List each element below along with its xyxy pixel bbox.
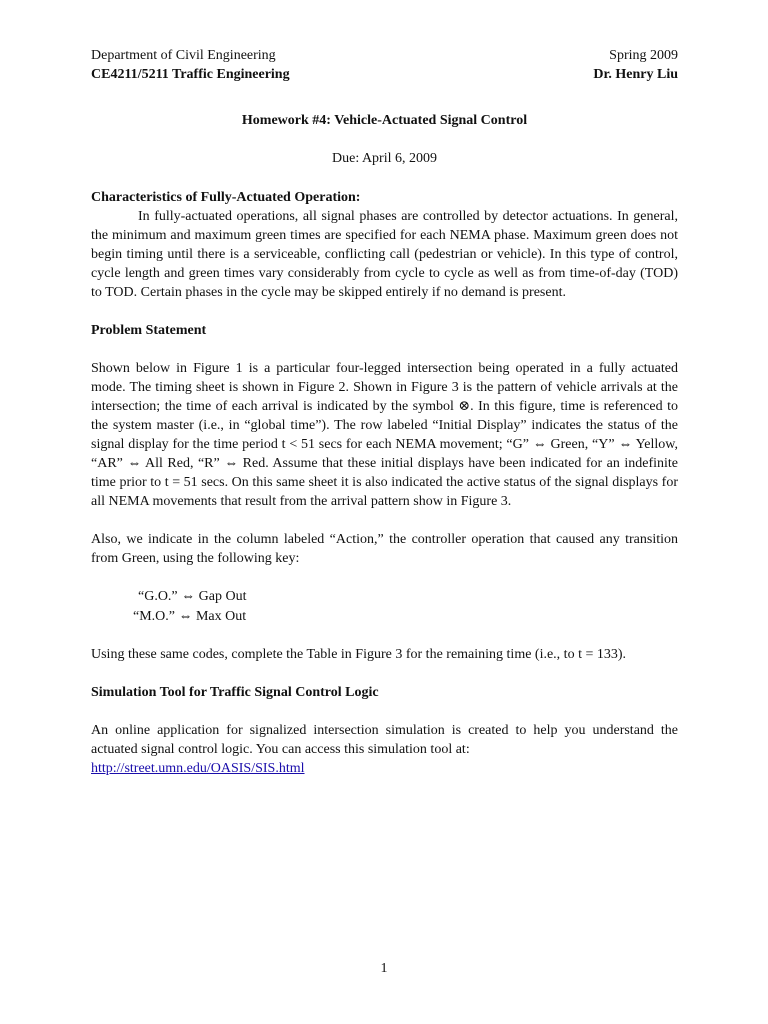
simulation-heading: Simulation Tool for Traffic Signal Control Logic: [91, 685, 379, 700]
characteristics-paragraph: In fully-actuated operations, all signal phases are controlled by detector actuations. In general, the minimum and maximum green times are specified for each NEMA phase. Maximum green does not begin timing until there is a serviceable, conflicting call (pedestrian or vehicle). In this type of control, cycle length and green times vary considerably from cycle to cycle as well as from time-of-day (TOD) to TOD. Certain phases in the cycle may be skipped entirely if no demand is present.: [91, 209, 678, 300]
problem-statement-heading: Problem Statement: [91, 323, 207, 338]
problem-paragraph-1: Shown below in Figure 1 is a particular four-legged intersection being operated in a fully actuated mode. The timing sheet is shown in Figure 2. Shown in Figure 3 is the pattern of vehicle arrivals at the intersection; the time of each arrival is indicated by the symbol ⊗. In this figure, time is referenced to the system master (i.e., in “global time”). The row labeled “Initial Display” indicates the status of the signal display for the time period t < 51 secs for each NEMA movement; “G” ⇔ Green, “Y” ⇔ Yellow, “AR” ⇔ All Red, “R” ⇔ Red. Assume that these initial displays have been indicated for an indefinite time prior to t = 51 secs. On this same sheet it is also indicated the active status of the signal displays for all NEMA movements that result from the arrival pattern show in Figure 3.: [91, 361, 678, 509]
department-label: Department of Civil Engineering: [91, 48, 276, 63]
due-date: Due: April 6, 2009: [332, 151, 437, 166]
header-row-2: [91, 65, 678, 84]
action-key-list: [91, 587, 678, 627]
document-title: Homework #4: Vehicle-Actuated Signal Control: [241, 113, 528, 128]
document-page: [91, 46, 678, 778]
header-row-1: [91, 46, 678, 65]
key-gap-out: “G.O.” ⇔ Gap Out: [138, 589, 247, 604]
problem-paragraph-2: Also, we indicate in the column labeled “Action,” the controller operation that caused any transition from Green, using the following key:: [91, 532, 678, 566]
semester-label: Spring 2009: [609, 48, 678, 63]
simulation-tool-link[interactable]: http://street.umn.edu/OASIS/SIS.html: [91, 761, 305, 776]
instructor-label: Dr. Henry Liu: [593, 67, 678, 82]
simulation-paragraph: An online application for signalized intersection simulation is created to help you understand the actuated signal control logic. You can access this simulation tool at:: [91, 723, 678, 757]
page-number: 1: [380, 961, 388, 976]
course-label: CE4211/5211 Traffic Engineering: [91, 67, 290, 82]
key-max-out: “M.O.” ⇔ Max Out: [133, 609, 247, 624]
characteristics-heading: Characteristics of Fully-Actuated Operation:: [91, 190, 361, 205]
problem-paragraph-3: Using these same codes, complete the Table in Figure 3 for the remaining time (i.e., to t = 133).: [91, 647, 627, 662]
